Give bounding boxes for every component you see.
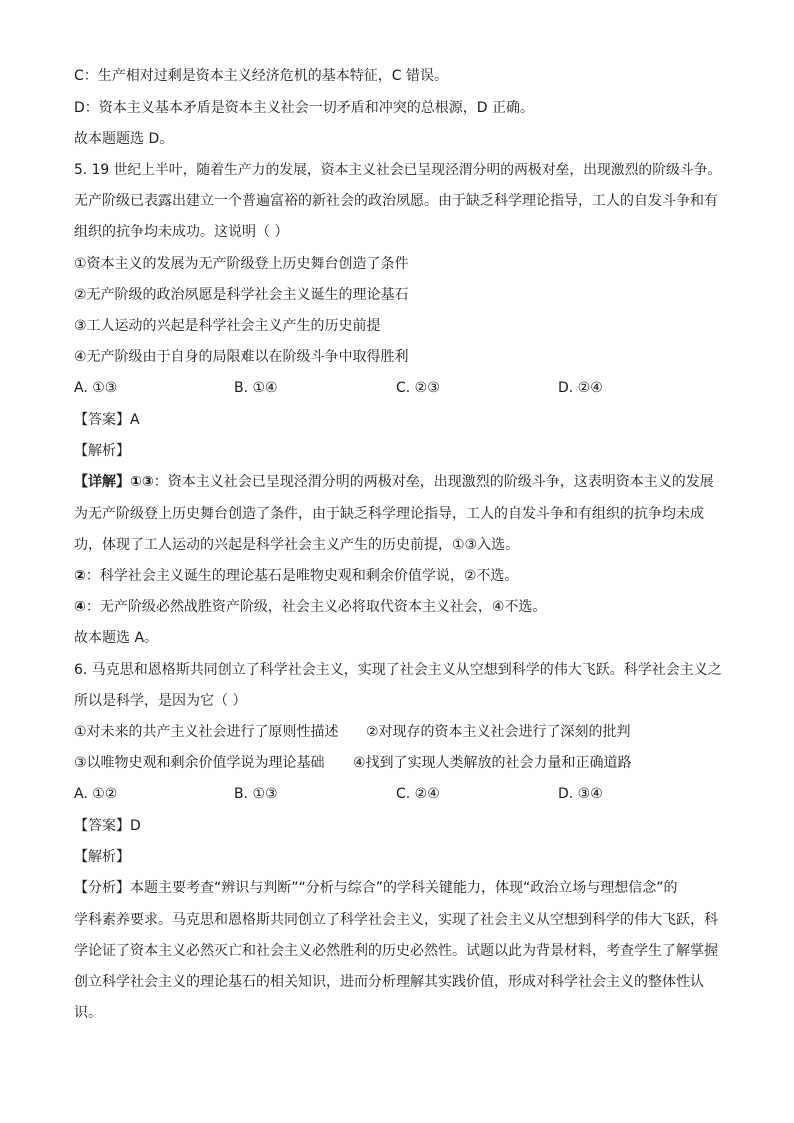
q5-option-b: B. ①④ (234, 380, 278, 396)
q6-analysis-label: 【解析】 (74, 849, 130, 865)
q6-stem-line: 6. 马克思和恩格斯共同创立了科学社会主义，实现了社会主义从空想到科学的伟大飞跃。科学社会主义之 (74, 662, 722, 678)
q6-option-d: D. ③④ (558, 786, 603, 802)
q5-stem-line: 组织的抗争均未成功。这说明（ ） (74, 224, 289, 240)
q5-detail-line: ②：科学社会主义诞生的理论基石是唯物史观和剩余价值学说，②不选。 (74, 568, 519, 584)
q6-option-a: A. ①② (74, 786, 118, 802)
q5-detail-line: 为无产阶级登上历史舞台创造了条件，由于缺乏科学理论指导，工人的自发斗争和有组织的抗争均未成 (74, 506, 704, 522)
q6-option-b: B. ①③ (234, 786, 278, 802)
q5-detail-line: 功，体现了工人运动的兴起是科学社会主义产生的历史前提，①③入选。 (74, 537, 520, 553)
q6-statement: ④找到了实现人类解放的社会力量和正确道路 (353, 755, 632, 771)
q5-analysis-label: 【解析】 (74, 443, 130, 459)
q5-conclusion: 故本题选 A。 (74, 630, 159, 646)
q6-analysis-line: 创立科学社会主义的理论基石的相关知识，进而分析理解其实践价值，形成对科学社会主义的整体性认 (74, 974, 704, 990)
q6-analysis-line: 学科素养要求。马克思和恩格斯共同创立了科学社会主义，实现了社会主义从空想到科学的伟大飞跃，科 (74, 912, 718, 928)
q5-stem-line: 无产阶级已表露出建立一个普遍富裕的新社会的政治夙愿。由于缺乏科学理论指导，工人的自发斗争和有 (74, 193, 718, 209)
q5-statement: ③工人运动的兴起是科学社会主义产生的历史前提 (74, 318, 381, 334)
q6-statement: ②对现存的资本主义社会进行了深刻的批判 (366, 724, 631, 740)
q6-statement: ①对未来的共产主义社会进行了原则性描述 (74, 724, 339, 740)
q5-stem-line: 5. 19 世纪上半叶，随着生产力的发展，资本主义社会已呈现泾渭分明的两极对垒，出现激烈的阶级斗争。 (74, 162, 722, 178)
q5-option-a: A. ①③ (74, 380, 118, 396)
q6-analysis-line: 【分析】本题主要考查“辨识与判断”“分析与综合”的学科关键能力，体现“政治立场与理想信念”的 (74, 880, 678, 896)
q5-detail-line: 【详解】①③：资本主义社会已呈现泾渭分明的两极对垒，出现激烈的阶级斗争，这表明资本主义的发展 (74, 474, 714, 490)
q5-statement: ②无产阶级的政治夙愿是科学社会主义诞生的理论基石 (74, 287, 409, 303)
q5-answer: 【答案】A (74, 412, 140, 428)
q6-option-c: C. ②④ (396, 786, 440, 802)
q6-answer: 【答案】D (74, 818, 141, 834)
q6-analysis-line: 识。 (74, 1005, 102, 1021)
q5-option-c: C. ②③ (396, 380, 440, 396)
prev-option-d-explanation: D：资本主义基本矛盾是资本主义社会一切矛盾和冲突的总根源，D 正确。 (74, 100, 535, 116)
q6-statement: ③以唯物史观和剩余价值学说为理论基础 (74, 755, 325, 771)
prev-conclusion: 故本题题选 D。 (74, 131, 174, 147)
q6-analysis-line: 学论证了资本主义必然灭亡和社会主义必然胜利的历史必然性。试题以此为背景材料，考查学生了解掌握 (74, 943, 718, 959)
q5-statement: ①资本主义的发展为无产阶级登上历史舞台创造了条件 (74, 256, 409, 272)
q6-stem-line: 所以是科学，是因为它（ ） (74, 693, 247, 709)
q5-detail-line: ④：无产阶级必然战胜资产阶级，社会主义必将取代资本主义社会，④不选。 (74, 599, 547, 615)
q5-option-d: D. ②④ (558, 380, 603, 396)
prev-option-c-explanation: C：生产相对过剩是资本主义经济危机的基本特征，C 错误。 (74, 68, 448, 84)
q5-statement: ④无产阶级由于自身的局限难以在阶级斗争中取得胜利 (74, 349, 409, 365)
